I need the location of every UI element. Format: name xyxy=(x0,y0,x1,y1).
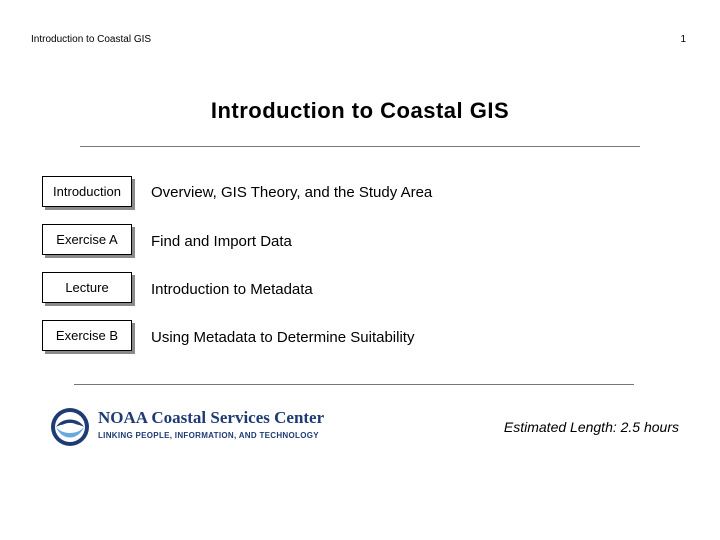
logo-name: NOAA Coastal Services Center xyxy=(98,408,325,427)
estimated-length: Estimated Length: 2.5 hours xyxy=(503,419,679,435)
noaa-logo xyxy=(47,404,337,450)
top-divider xyxy=(80,146,640,147)
noaa-emblem-text: NOAA xyxy=(61,425,79,431)
exercise-b-description: Using Metadata to Determine Suitability xyxy=(151,329,415,346)
introduction-button[interactable]: Introduction xyxy=(42,176,132,207)
exercise-b-button[interactable]: Exercise B xyxy=(42,320,132,351)
exercise-a-button[interactable]: Exercise A xyxy=(42,224,132,255)
noaa-emblem-icon xyxy=(50,405,90,449)
introduction-description: Overview, GIS Theory, and the Study Area xyxy=(151,184,433,201)
page-number: 1 xyxy=(680,34,686,45)
logo-tagline: LINKING PEOPLE, INFORMATION, AND TECHNOLOGY xyxy=(98,431,319,440)
lecture-button[interactable]: Lecture xyxy=(42,272,132,303)
page-title: Introduction to Coastal GIS xyxy=(210,98,510,123)
lecture-description: Introduction to Metadata xyxy=(151,281,313,298)
bottom-divider xyxy=(74,384,634,385)
exercise-a-description: Find and Import Data xyxy=(151,233,292,250)
header-title: Introduction to Coastal GIS xyxy=(31,34,152,45)
